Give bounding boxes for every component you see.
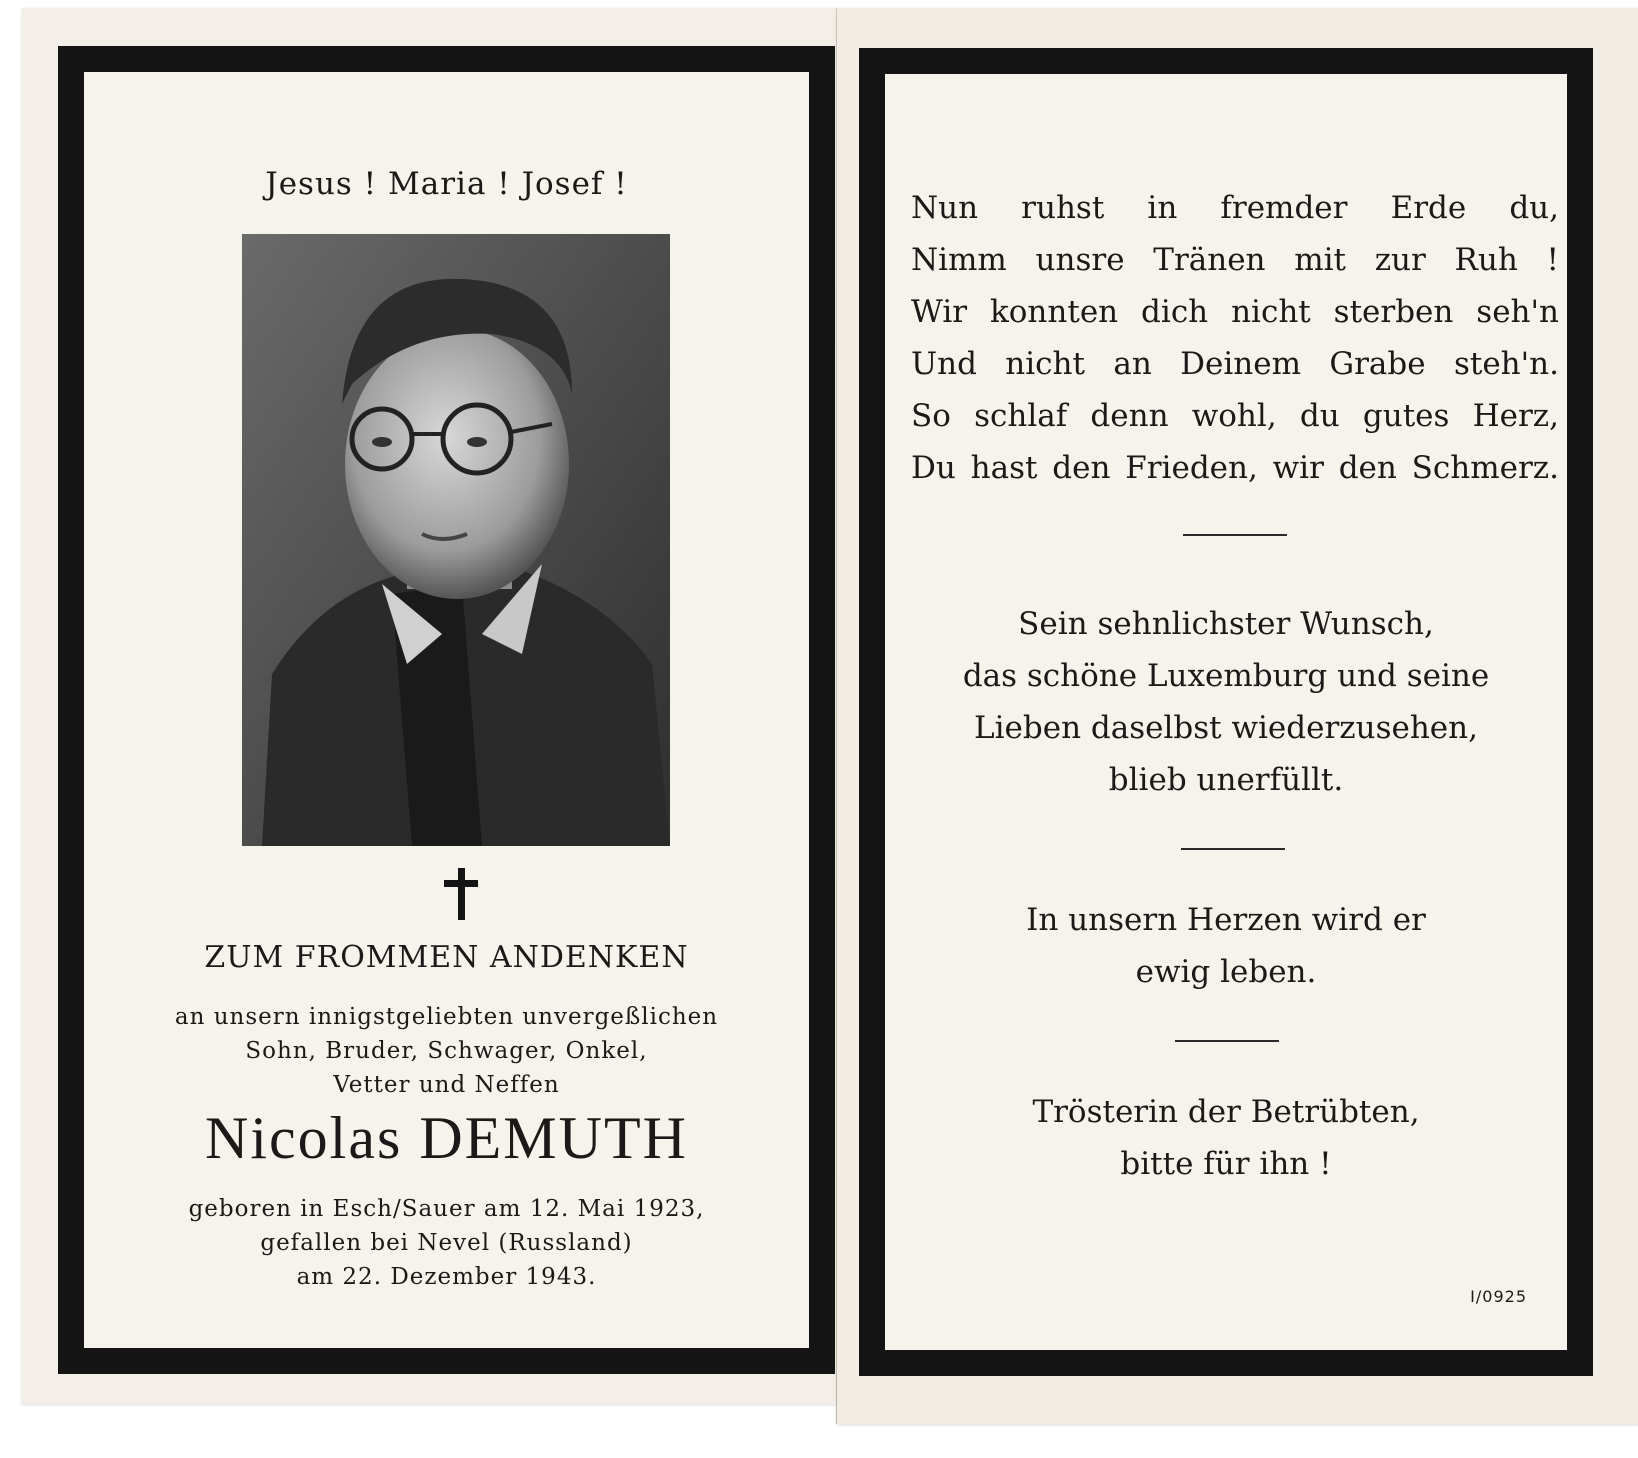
divider-rule — [1181, 848, 1285, 850]
poem-line: Du hast den Frieden, wir den Schmerz. — [911, 450, 1559, 486]
print-code: I/0925 — [1470, 1287, 1527, 1306]
portrait-image — [242, 234, 670, 846]
dedication-line: Sohn, Bruder, Schwager, Onkel, — [245, 1038, 648, 1064]
divider-rule — [1175, 1040, 1279, 1042]
prayer-line: bitte für ihn ! — [1120, 1146, 1332, 1182]
poem-line: Und nicht an Deinem Grabe steh'n. — [911, 346, 1559, 382]
dedication-line: an unsern innigstgeliebten unvergeßlichen — [174, 1004, 719, 1030]
poem-line: Wir konnten dich nicht sterben seh'n — [911, 294, 1559, 330]
details-line: geboren in Esch/Sauer am 12. Mai 1923, — [188, 1196, 705, 1222]
wish-line: blieb unerfüllt. — [1108, 762, 1344, 798]
hearts-line: In unsern Herzen wird er — [1026, 902, 1426, 938]
left-card-panel — [22, 8, 837, 1404]
hearts-line: ewig leben. — [1135, 954, 1317, 990]
right-mourning-frame — [859, 48, 1593, 1376]
cross-icon — [444, 868, 478, 920]
poem-line: Nun ruhst in fremder Erde du, — [911, 190, 1559, 226]
poem-line: Nimm unsre Tränen mit zur Ruh ! — [911, 242, 1559, 278]
poem-line: So schlaf denn wohl, du gutes Herz, — [911, 398, 1559, 434]
wish-stanza — [885, 598, 1567, 806]
wish-line: das schöne Luxemburg und seine — [962, 658, 1490, 694]
right-card-panel — [837, 8, 1638, 1424]
memorial-poem — [911, 182, 1559, 494]
left-mourning-frame — [58, 46, 835, 1374]
prayer-line: Trösterin der Betrübten, — [1032, 1094, 1420, 1130]
hearts-stanza — [885, 894, 1567, 998]
details-line: gefallen bei Nevel (Russland) — [260, 1230, 633, 1256]
deceased-name: Nicolas DEMUTH — [205, 1105, 688, 1171]
divider-rule — [1183, 534, 1287, 536]
details-line: am 22. Dezember 1943. — [296, 1264, 597, 1290]
in-memoriam-heading: ZUM FROMMEN ANDENKEN — [204, 940, 689, 975]
invocation-text: Jesus ! Maria ! Josef ! — [265, 166, 628, 202]
prayer-stanza — [885, 1086, 1567, 1190]
wish-line: Lieben daselbst wiederzusehen, — [974, 710, 1478, 746]
portrait-photo — [242, 234, 670, 846]
dedication-text — [84, 1000, 809, 1102]
wish-line: Sein sehnlichster Wunsch, — [1018, 606, 1434, 642]
dedication-line: Vetter und Neffen — [333, 1072, 560, 1098]
birth-death-details — [84, 1192, 809, 1294]
